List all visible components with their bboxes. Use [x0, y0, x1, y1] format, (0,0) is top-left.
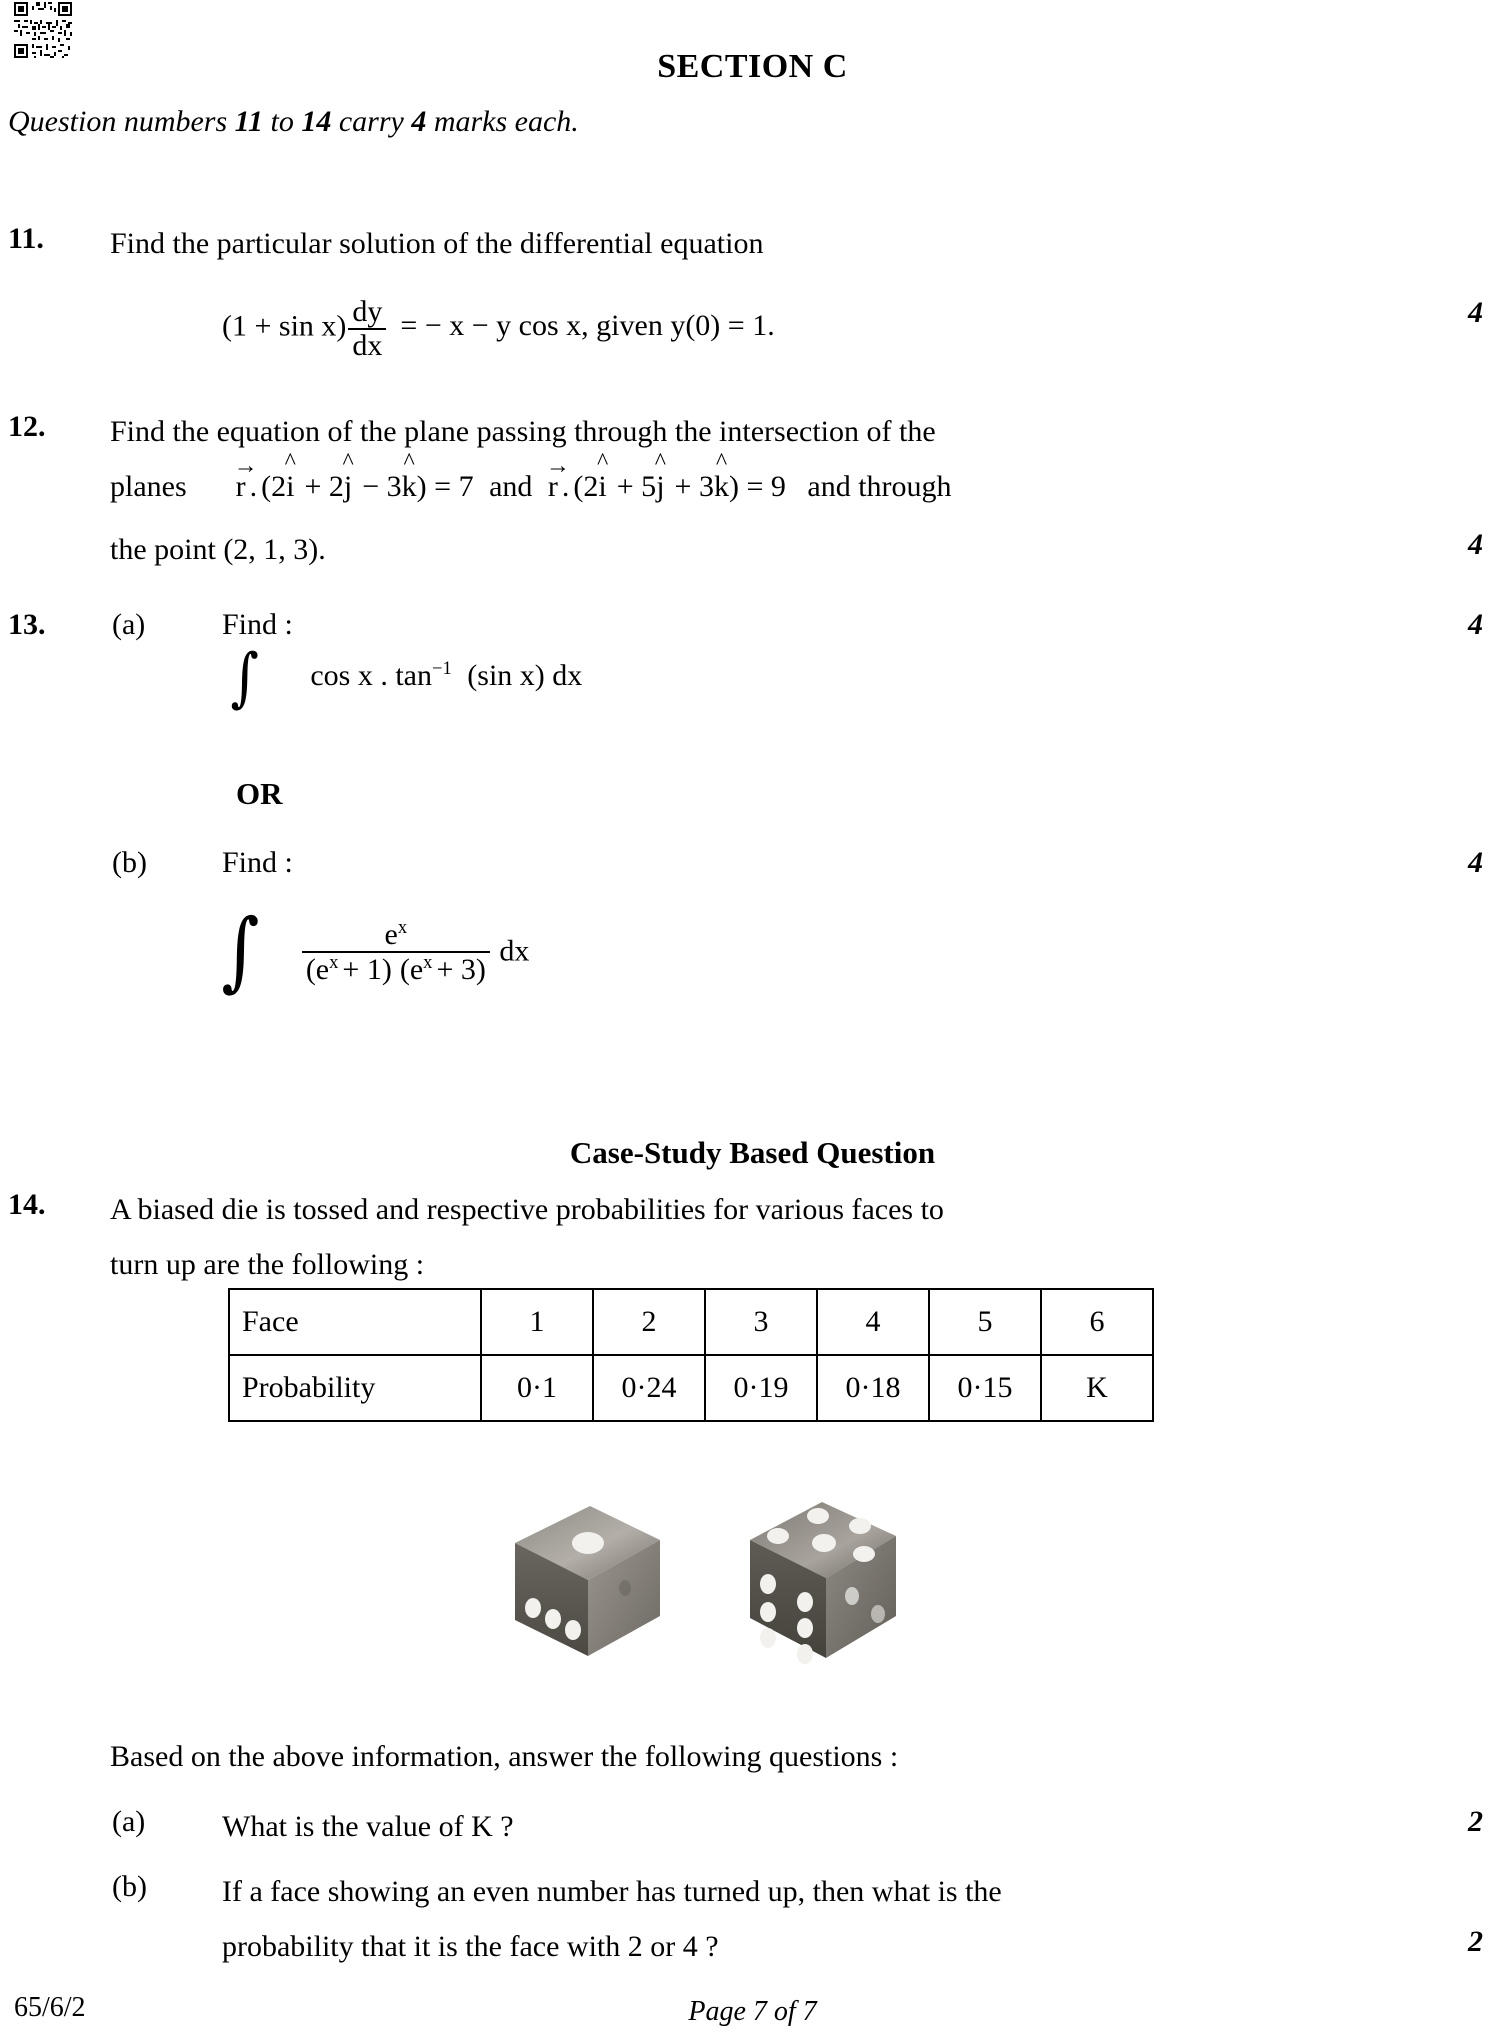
question-14-number: 14. — [8, 1188, 46, 1221]
q12-plane2-open: (2 — [573, 470, 599, 503]
q12-planes-word: planes — [110, 470, 187, 503]
question-13a-prompt: Find : — [222, 608, 293, 641]
hat-accent-icon: ^ — [342, 449, 354, 475]
question-14-line2: turn up are the following : — [110, 1248, 425, 1281]
q13a-integrand-post: (sin x) dx — [467, 659, 583, 692]
q12-plane1-j-letter: j — [343, 470, 353, 503]
probability-cell-6: K — [1041, 1355, 1153, 1421]
table-row-probability — [229, 1355, 1153, 1421]
case-study-heading: Case-Study Based Question — [569, 1135, 936, 1170]
hat-accent-icon: ^ — [654, 449, 666, 475]
question-14a-text: What is the value of K ? — [222, 1810, 514, 1843]
hat-accent-icon: ^ — [715, 449, 728, 475]
q12-plane1-i-letter: i — [286, 470, 295, 503]
face-cell-6: 6 — [1041, 1289, 1153, 1355]
q13b-den2-tail: + 3) — [436, 952, 486, 986]
q12-plane2-vector-r — [545, 453, 570, 504]
question-12-line3: the point (2, 1, 3). — [110, 533, 326, 566]
question-13b-integral — [218, 900, 530, 1001]
q12-plane2-close: ) = 9 — [728, 470, 786, 503]
probability-cell-5: 0·15 — [929, 1355, 1041, 1421]
probability-cell-3: 0·19 — [705, 1355, 817, 1421]
q12-plane1-dot: . — [249, 470, 258, 503]
q12-plane2-j-letter: j — [656, 470, 665, 503]
question-14b-line1: If a face showing an even number has turned up, then what is the — [222, 1875, 1002, 1908]
table-header-face: Face — [229, 1289, 481, 1355]
instruction-question-to: 14 — [301, 105, 332, 138]
question-14b-label: (b) — [112, 1870, 147, 1903]
q12-plane2-i-letter: i — [598, 470, 607, 503]
q12-plane1-j-hat — [342, 449, 354, 504]
section-title: SECTION C — [657, 48, 848, 85]
question-12-marks: 4 — [1468, 528, 1483, 561]
two-dice-photograph — [500, 1488, 970, 1693]
q12-plane2-k-hat — [713, 449, 729, 504]
instruction-question-from: 11 — [234, 105, 264, 138]
q13b-num-exp: x — [397, 917, 408, 938]
question-12-number: 12. — [8, 410, 46, 443]
q11-derivative-fraction — [348, 296, 386, 361]
q13b-denominator — [302, 951, 490, 986]
question-14-line1: A biased die is tossed and respective probabilities for various faces to — [110, 1193, 944, 1226]
q12-plane2-r-letter: r — [547, 470, 558, 503]
q13b-den1-exp: x — [329, 951, 339, 973]
question-13a-marks: 4 — [1468, 608, 1483, 641]
question-14b-line2: probability that it is the face with 2 or 4 ? — [222, 1930, 719, 1963]
instruction-prefix: Question numbers — [8, 105, 235, 138]
q12-plane2-k-letter: k — [713, 470, 729, 503]
integral-sign-icon: ∫ — [221, 900, 260, 1001]
question-14-followup-intro: Based on the above information, answer the following questions : — [110, 1740, 899, 1773]
q12-plane1-r-letter: r — [235, 470, 246, 503]
instruction-mid2: carry — [331, 105, 412, 138]
q12-plane1-vector-r — [233, 453, 258, 504]
question-14b-marks: 2 — [1468, 1925, 1483, 1958]
probability-table — [228, 1288, 1154, 1422]
footer-paper-code: 65/6/2 — [14, 1992, 86, 2023]
hat-accent-icon: ^ — [596, 449, 609, 475]
footer-page-label: Page 7 of 7 — [688, 1996, 817, 2027]
hat-accent-icon: ^ — [403, 449, 415, 475]
q12-plane1-i-hat — [284, 449, 296, 504]
q13b-den1-base: (e — [305, 952, 330, 986]
right-die — [750, 1502, 896, 1664]
q13b-differential: dx — [499, 934, 530, 968]
q13b-fraction — [302, 918, 490, 985]
q13b-den1-tail: + 1) — [342, 952, 392, 986]
hat-accent-icon: ^ — [284, 449, 296, 475]
face-cell-5: 5 — [929, 1289, 1041, 1355]
q13b-numerator — [302, 918, 490, 951]
q11-frac-numerator: dy — [352, 295, 383, 328]
question-13a-integral — [228, 640, 583, 715]
q13b-num-base: e — [384, 918, 398, 951]
q12-line2-suffix: and through — [807, 470, 952, 503]
question-13-or-separator: OR — [236, 776, 283, 811]
q13b-den2-exp: x — [423, 951, 433, 973]
question-13-number: 13. — [8, 608, 46, 641]
question-11-marks: 4 — [1468, 296, 1483, 329]
question-12-line2 — [110, 449, 952, 504]
q12-plane2-i-hat — [596, 449, 609, 504]
q11-rhs: = − x − y cos x, given y(0) = 1. — [400, 309, 775, 343]
table-row-face — [229, 1289, 1153, 1355]
question-12-line1: Find the equation of the plane passing through the intersection of the — [110, 415, 936, 448]
question-14a-label: (a) — [112, 1805, 146, 1838]
q12-plane1-k-letter: k — [401, 470, 417, 503]
section-instruction — [8, 105, 579, 139]
question-11-equation — [222, 296, 775, 361]
q12-plane1-close: ) = 7 — [416, 470, 474, 503]
probability-cell-4: 0·18 — [817, 1355, 929, 1421]
q12-plane2-j-hat — [654, 449, 666, 504]
face-cell-4: 4 — [817, 1289, 929, 1355]
probability-cell-1: 0·1 — [481, 1355, 593, 1421]
question-11-number: 11. — [8, 222, 44, 255]
q12-conjunction: and — [489, 470, 533, 503]
question-13b-prompt: Find : — [222, 846, 293, 879]
q12-plane1-term2: + 2 — [304, 470, 344, 503]
vector-arrow-icon: → — [233, 453, 258, 479]
q12-plane2-term2: + 5 — [616, 470, 657, 503]
face-cell-1: 1 — [481, 1289, 593, 1355]
q13a-exponent: −1 — [431, 658, 452, 679]
q12-plane2-term3: + 3 — [674, 470, 714, 503]
face-cell-2: 2 — [593, 1289, 705, 1355]
question-11-text: Find the particular solution of the differential equation — [110, 227, 764, 260]
instruction-mid: to — [263, 105, 302, 138]
integral-sign-icon: ∫ — [230, 640, 259, 715]
q11-frac-denominator: dx — [348, 328, 386, 362]
q11-lhs: (1 + sin x) — [222, 309, 347, 343]
q12-plane1-term3: − 3 — [362, 470, 402, 503]
probability-cell-2: 0·24 — [593, 1355, 705, 1421]
q12-plane1-open: (2 — [261, 470, 287, 503]
left-die — [515, 1506, 660, 1656]
question-13b-marks: 4 — [1468, 846, 1483, 879]
q12-plane2-dot: . — [561, 470, 570, 503]
question-13b-label: (b) — [112, 846, 147, 879]
question-13a-label: (a) — [112, 608, 146, 641]
q13b-den2-base: (e — [399, 952, 424, 986]
q12-plane1-k-hat — [401, 449, 417, 504]
question-14a-marks: 2 — [1468, 1805, 1483, 1838]
instruction-suffix: marks each. — [426, 105, 579, 138]
table-header-probability: Probability — [229, 1355, 481, 1421]
q13a-integrand-pre: cos x . tan — [310, 659, 432, 692]
instruction-marks: 4 — [411, 105, 427, 138]
face-cell-3: 3 — [705, 1289, 817, 1355]
vector-arrow-icon: → — [545, 453, 570, 479]
